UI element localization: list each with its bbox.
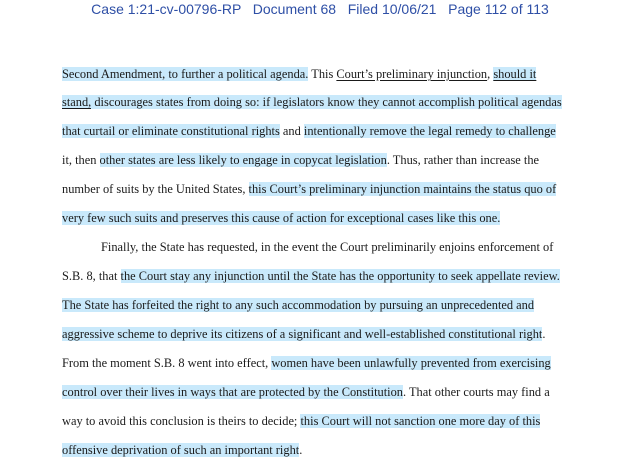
text-line — [62, 411, 582, 440]
text-segment: S.B. 8, that — [62, 269, 121, 283]
text-segment: number of suits by the United States, — [62, 182, 249, 196]
highlighted-text: intentionally remove the legal remedy to challenge — [303, 124, 556, 138]
text-segment: . Thus, rather than increase the — [386, 153, 540, 167]
text-segment: and — [279, 124, 304, 138]
text-segment: From the moment S.B. 8 went into effect, — [62, 356, 272, 370]
text-segment: Court’s preliminary injunction — [336, 67, 488, 81]
text-line — [62, 64, 582, 92]
text-line — [62, 92, 582, 121]
highlighted-text: control over their lives in ways that are protected by the Constitution — [62, 385, 404, 399]
highlighted-text: should it — [493, 67, 537, 81]
text-line — [62, 121, 582, 150]
highlighted-text: discourages states from doing so: if legislators know they cannot accomplish political agendas — [91, 95, 562, 109]
text-line — [62, 440, 582, 469]
text-segment: way to avoid this conclusion is theirs to decide; — [62, 414, 301, 428]
document-number: Document 68 — [252, 1, 337, 17]
text-line — [62, 324, 582, 353]
highlighted-text: this Court will not sanction one more day of this — [300, 414, 541, 428]
highlighted-text: offensive deprivation of such an important right — [62, 443, 300, 457]
text-segment: . That other courts may find a — [403, 385, 550, 399]
highlighted-text: The State has forfeited the right to any such accommodation by pursuing an unprecedented and — [62, 298, 535, 312]
text-segment: This — [308, 67, 337, 81]
text-segment: . — [299, 443, 303, 457]
text-line — [62, 150, 582, 179]
text-line — [62, 353, 582, 382]
page-number: Page 112 of 113 — [448, 1, 549, 17]
text-segment: it, then — [62, 153, 100, 167]
highlighted-text: women have been unlawfully prevented from exercising — [271, 356, 551, 370]
text-line — [62, 266, 582, 295]
highlighted-text: that curtail or eliminate constitutional rights — [62, 124, 280, 138]
highlighted-text: stand, — [62, 95, 92, 109]
text-line — [62, 237, 582, 266]
document-header — [0, 0, 640, 18]
highlighted-text: other states are less likely to engage in copycat legislation — [99, 153, 387, 167]
text-segment: . — [542, 327, 546, 341]
case-number: Case 1:21-cv-00796-RP — [91, 1, 242, 17]
text-segment: , — [487, 67, 494, 81]
highlighted-text: the Court stay any injunction until the State has the opportunity to seek appellate review. — [120, 269, 560, 283]
highlighted-text: this Court’s preliminary injunction maintains the status quo of — [248, 182, 557, 196]
text-line — [62, 179, 582, 208]
text-line — [62, 295, 582, 324]
text-line — [62, 208, 582, 237]
text-segment: Finally, the State has requested, in the event the Court preliminarily enjoins enforcement of — [101, 240, 554, 254]
text-line — [62, 382, 582, 411]
highlighted-text: Second Amendment, to further a political agenda. — [62, 67, 309, 81]
document-body — [62, 64, 582, 469]
highlighted-text: aggressive scheme to deprive its citizens of a significant and well-established constitutional right — [62, 327, 543, 341]
highlighted-text: very few such suits and preserves this cause of action for exceptional cases like this one. — [62, 211, 501, 225]
filed-date: Filed 10/06/21 — [347, 1, 437, 17]
